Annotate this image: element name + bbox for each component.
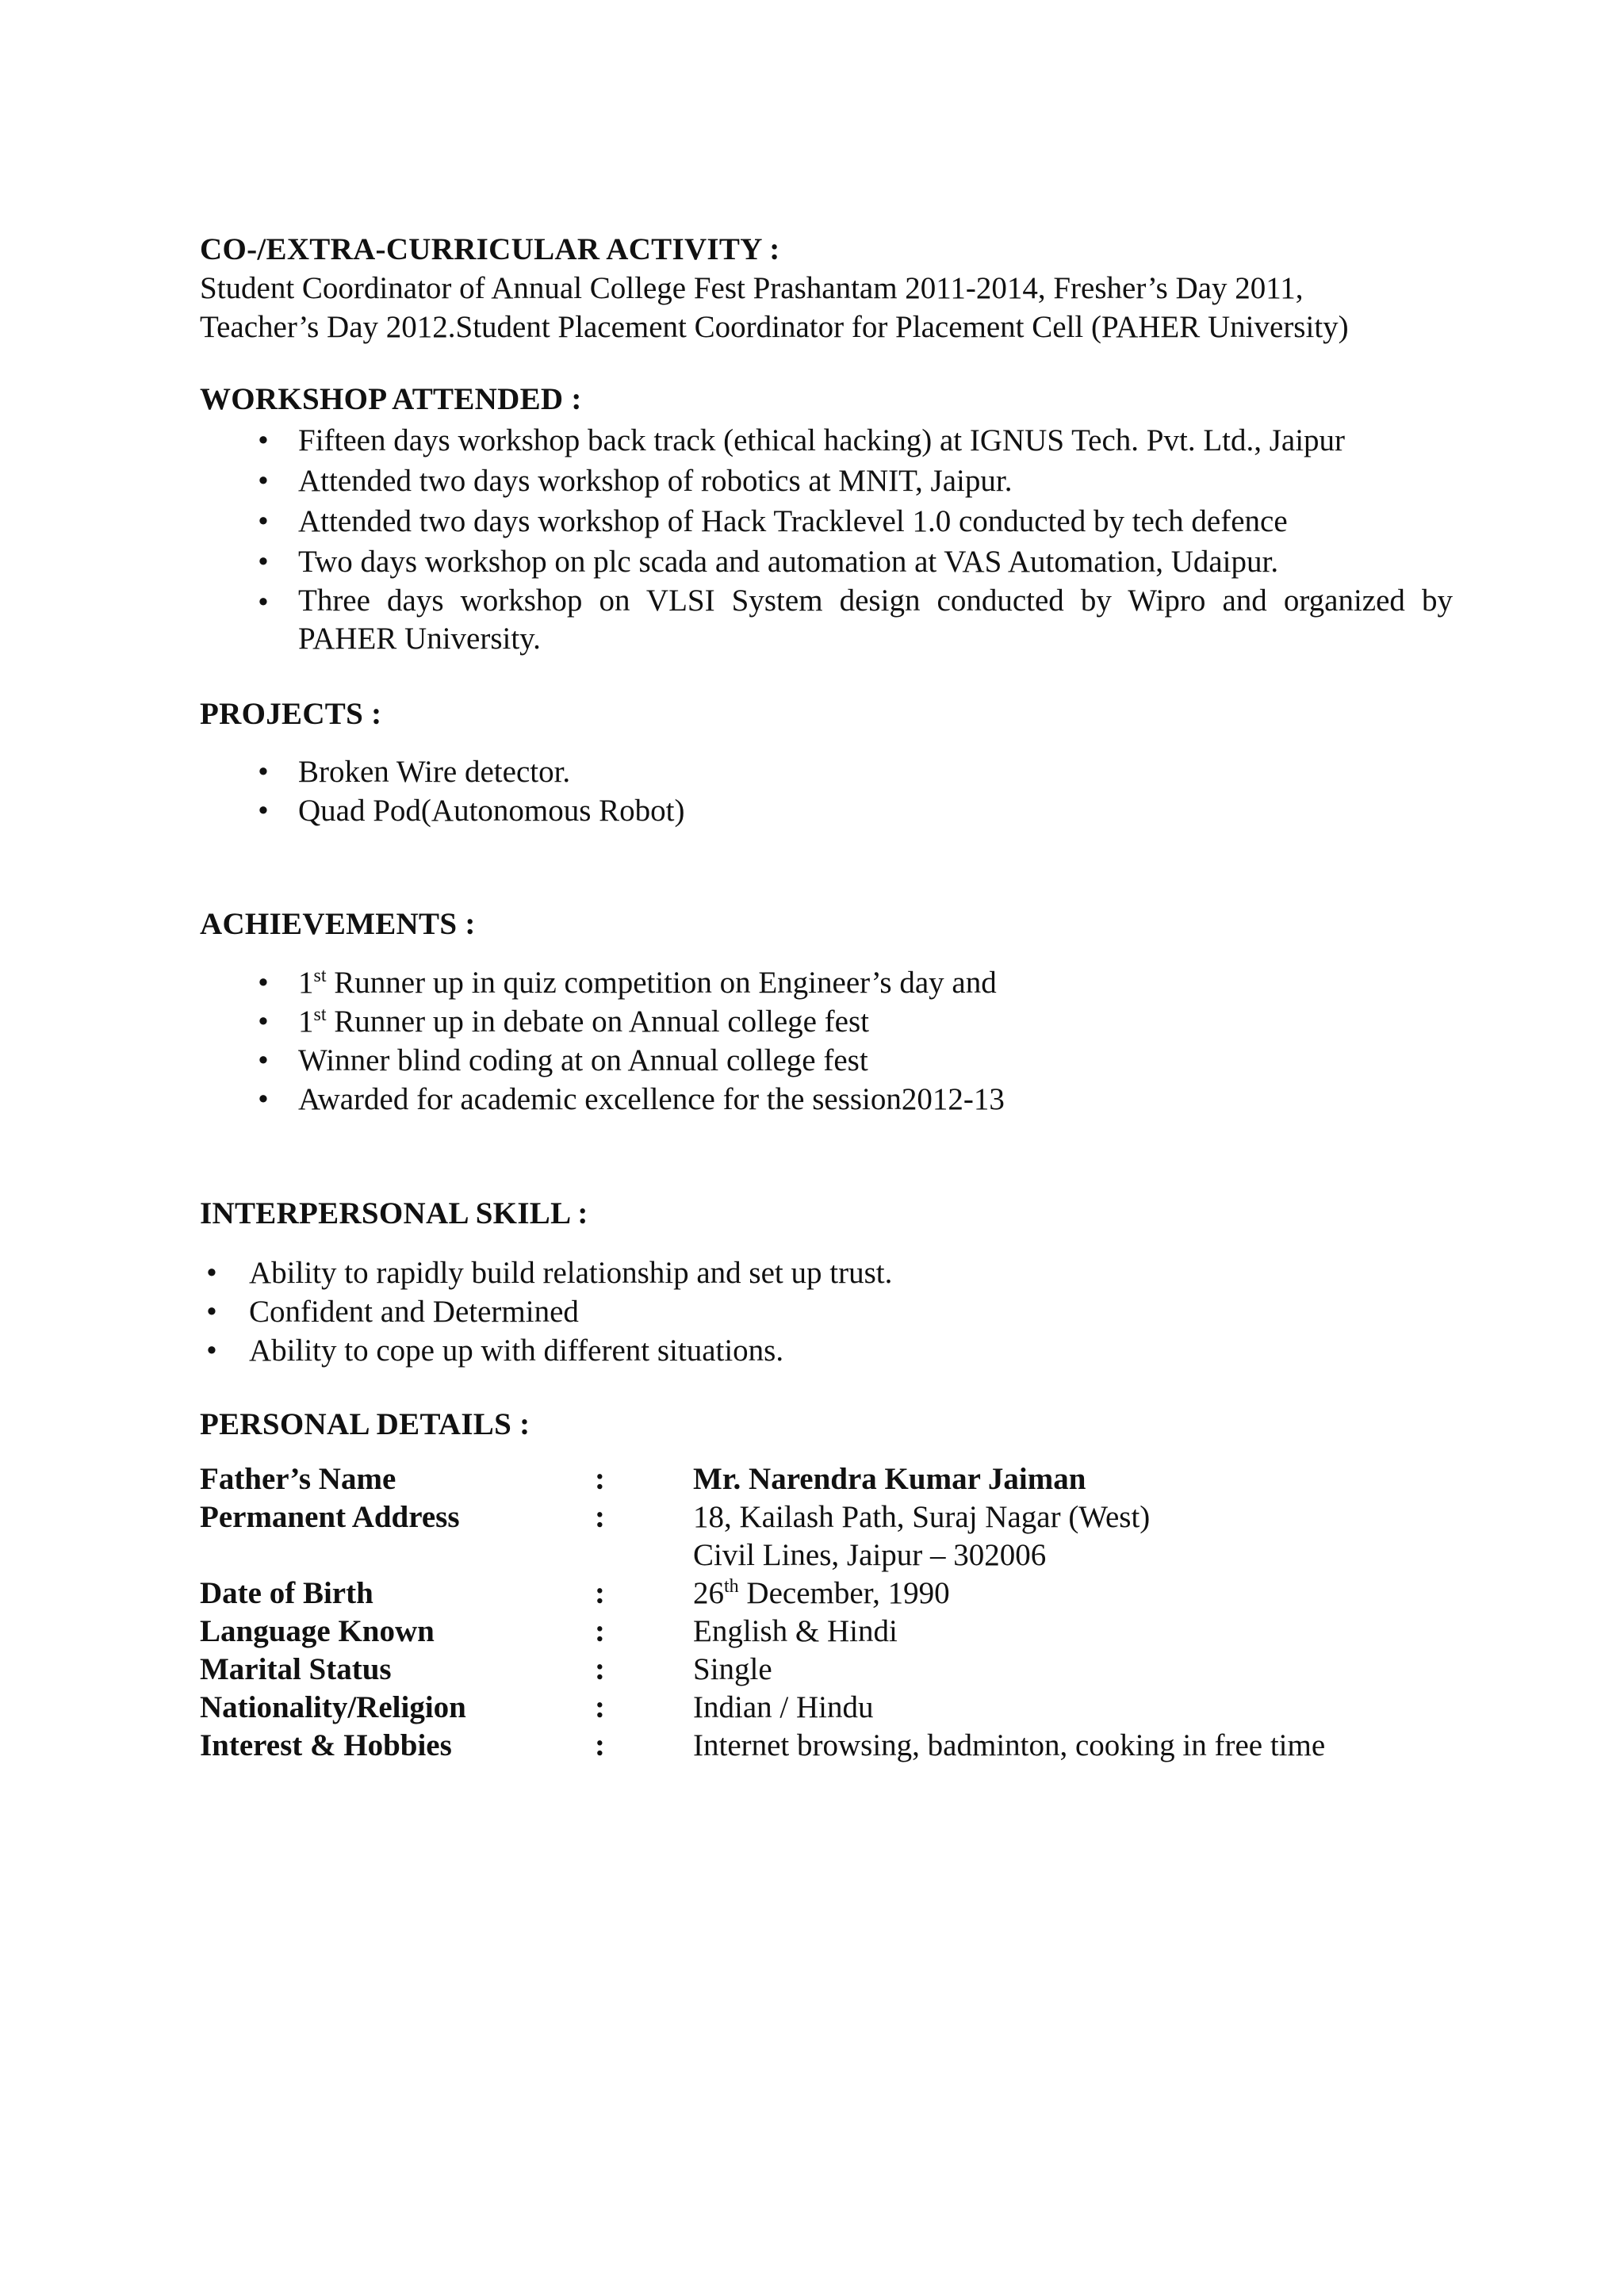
dob-month-year: December, 1990 xyxy=(738,1576,950,1610)
bullet-icon: • xyxy=(206,1256,217,1290)
bullet-icon: • xyxy=(258,1004,269,1039)
colon-separator: : xyxy=(595,1728,605,1762)
list-item xyxy=(200,1253,1453,1292)
colon-separator: : xyxy=(595,1614,605,1648)
interpersonal-section xyxy=(200,1194,1453,1370)
bullet-icon: • xyxy=(258,545,269,579)
interpersonal-list xyxy=(200,1253,1453,1370)
dob-day-suffix: th xyxy=(724,1576,739,1597)
interest-hobbies-label: Interest & Hobbies xyxy=(200,1728,452,1762)
table-row xyxy=(200,1727,1453,1765)
father-name-value: Mr. Narendra Kumar Jaiman xyxy=(693,1462,1086,1496)
list-item xyxy=(200,461,1453,501)
project-item-text: Broken Wire detector. xyxy=(298,755,571,789)
bullet-icon: • xyxy=(258,966,269,1000)
skill-item-text: Ability to cope up with different situations. xyxy=(249,1334,784,1368)
permanent-address-label: Permanent Address xyxy=(200,1500,460,1534)
language-known-label: Language Known xyxy=(200,1614,435,1648)
achievement-item-text: Runner up in quiz competition on Engineer’s day and xyxy=(326,966,997,1000)
achievement-item-text: Runner up in debate on Annual college fest xyxy=(326,1004,869,1039)
personal-details-table xyxy=(200,1460,1453,1765)
list-item xyxy=(200,963,1453,1002)
skill-item-text: Confident and Determined xyxy=(249,1295,579,1329)
list-item xyxy=(200,1292,1453,1331)
workshop-item-text-continued: PAHER University. xyxy=(298,622,541,656)
list-item xyxy=(200,1331,1453,1370)
table-row xyxy=(200,1689,1453,1727)
extracurricular-heading: CO-/EXTRA-CURRICULAR ACTIVITY : xyxy=(200,232,780,266)
resume-page xyxy=(200,230,1453,1765)
list-item xyxy=(200,1080,1453,1119)
list-item xyxy=(200,752,1453,791)
personal-details-section xyxy=(200,1405,1453,1765)
table-row xyxy=(200,1575,1453,1613)
extracurricular-line-2: Teacher’s Day 2012.Student Placement Coordinator for Placement Cell (PAHER University) xyxy=(200,310,1349,344)
address-line-1: 18, Kailash Path, Suraj Nagar (West) xyxy=(693,1500,1151,1534)
language-known-value: English & Hindi xyxy=(693,1614,898,1648)
father-name-label: Father’s Name xyxy=(200,1462,396,1496)
achievements-heading: ACHIEVEMENTS : xyxy=(200,907,476,941)
achievement-rank-suffix: st xyxy=(313,966,327,986)
bullet-icon: • xyxy=(258,755,269,789)
colon-separator: : xyxy=(595,1500,605,1534)
achievement-item-text: Winner blind coding at on Annual college fest xyxy=(298,1043,868,1077)
dob-day: 26 xyxy=(693,1576,724,1610)
list-item xyxy=(200,541,1453,582)
table-row xyxy=(200,1498,1453,1575)
date-of-birth-label: Date of Birth xyxy=(200,1576,373,1610)
interpersonal-heading: INTERPERSONAL SKILL : xyxy=(200,1196,588,1230)
colon-separator: : xyxy=(595,1576,605,1610)
list-item xyxy=(200,1002,1453,1041)
achievement-rank-suffix: st xyxy=(313,1004,327,1025)
bullet-icon: • xyxy=(258,794,269,828)
nationality-religion-value: Indian / Hindu xyxy=(693,1690,874,1724)
achievements-list xyxy=(200,963,1453,1119)
bullet-icon: • xyxy=(258,464,269,498)
table-row xyxy=(200,1613,1453,1651)
workshop-item-text: Three days workshop on VLSI System design conducted by Wipro and organized by xyxy=(298,584,1453,618)
list-item xyxy=(200,791,1453,830)
achievement-rank: 1 xyxy=(298,966,314,1000)
marital-status-label: Marital Status xyxy=(200,1652,392,1686)
marital-status-value: Single xyxy=(693,1652,772,1686)
projects-heading: PROJECTS : xyxy=(200,697,382,731)
colon-separator: : xyxy=(595,1652,605,1686)
workshop-item-text: Fifteen days workshop back track (ethical hacking) at IGNUS Tech. Pvt. Ltd., Jaipur xyxy=(298,423,1346,457)
workshop-item-text: Two days workshop on plc scada and automation at VAS Automation, Udaipur. xyxy=(298,545,1279,579)
workshops-heading: WORKSHOP ATTENDED : xyxy=(200,382,582,416)
bullet-icon: • xyxy=(258,1043,269,1077)
bullet-icon: • xyxy=(206,1334,217,1368)
date-of-birth-value xyxy=(693,1575,1453,1613)
projects-list xyxy=(200,752,1453,830)
projects-section xyxy=(200,695,1453,830)
table-row xyxy=(200,1460,1453,1498)
interest-hobbies-value: Internet browsing, badminton, cooking in free time xyxy=(693,1728,1326,1762)
extracurricular-line-1: Student Coordinator of Annual College Fest Prashantam 2011-2014, Fresher’s Day 2011, xyxy=(200,271,1304,305)
personal-details-heading: PERSONAL DETAILS : xyxy=(200,1407,530,1441)
list-item xyxy=(200,420,1453,461)
table-row xyxy=(200,1651,1453,1689)
bullet-icon: • xyxy=(258,423,269,457)
address-line-2: Civil Lines, Jaipur – 302006 xyxy=(693,1538,1047,1572)
achievements-section xyxy=(200,905,1453,1119)
achievement-rank: 1 xyxy=(298,1004,314,1039)
workshops-section xyxy=(200,380,1453,658)
colon-separator: : xyxy=(595,1462,605,1496)
project-item-text: Quad Pod(Autonomous Robot) xyxy=(298,794,685,828)
skill-item-text: Ability to rapidly build relationship and set up trust. xyxy=(249,1256,893,1290)
workshops-list xyxy=(200,420,1453,658)
bullet-icon: • xyxy=(258,504,269,538)
bullet-icon: • xyxy=(258,585,269,619)
bullet-icon: • xyxy=(258,1082,269,1116)
nationality-religion-label: Nationality/Religion xyxy=(200,1690,466,1724)
list-item xyxy=(200,501,1453,541)
colon-separator: : xyxy=(595,1690,605,1724)
permanent-address-value xyxy=(693,1498,1453,1575)
workshop-item-text: Attended two days workshop of Hack Tracklevel 1.0 conducted by tech defence xyxy=(298,504,1288,538)
achievement-item-text: Awarded for academic excellence for the session2012-13 xyxy=(298,1082,1005,1116)
workshop-item-text: Attended two days workshop of robotics at MNIT, Jaipur. xyxy=(298,464,1013,498)
list-item xyxy=(200,582,1453,658)
list-item xyxy=(200,1041,1453,1080)
extracurricular-section xyxy=(200,230,1453,346)
bullet-icon: • xyxy=(206,1295,217,1329)
